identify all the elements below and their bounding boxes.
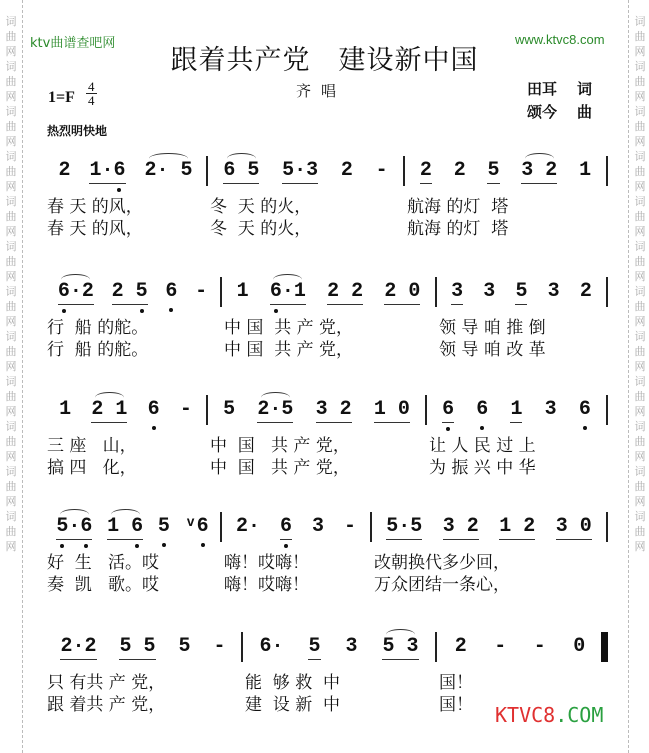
lyric-segment: 领 导 咱 改 革: [439, 340, 546, 360]
note-group: [515, 280, 527, 305]
note-text: 1: [510, 397, 523, 421]
lyric-segment: 建 设 新 中: [245, 695, 341, 715]
note-text: 6·1: [269, 279, 306, 303]
note-group: [534, 635, 546, 659]
note-group: [556, 515, 592, 540]
note-group: [510, 398, 522, 423]
note-text: 2: [340, 159, 353, 182]
lyric-segment: 能 够 救 中: [245, 673, 341, 693]
lyricist-name: 田耳: [527, 80, 558, 98]
score-row: [45, 512, 608, 596]
note-group: [454, 159, 466, 183]
low-octave-dot: [274, 309, 278, 313]
notes-line: [45, 632, 608, 662]
note-text: 6: [165, 280, 178, 303]
note-group: [455, 635, 467, 659]
note-group: [280, 515, 292, 540]
note-group: [420, 159, 432, 184]
note-group: [259, 635, 283, 659]
lyrics-line: [45, 552, 608, 574]
lyric-segment: 万众团结一条心，: [374, 575, 510, 595]
note-group: [344, 515, 356, 539]
note-group: [144, 159, 192, 183]
site-watermark-left: ktv曲谱查吧网: [30, 36, 116, 51]
note-group: [494, 635, 506, 659]
note-text: 5: [157, 515, 170, 538]
note-group: [213, 635, 225, 659]
measure: [437, 277, 608, 307]
note-group: [573, 635, 585, 659]
measure: [45, 277, 222, 307]
tie-arc: [111, 509, 140, 520]
note-text: 3: [451, 279, 464, 303]
tie-arc: [60, 509, 89, 520]
tie-arc: [61, 274, 90, 285]
note-text: 1: [236, 280, 249, 303]
note-group: [580, 280, 592, 304]
note-text: 1 6: [107, 514, 144, 538]
measure: [45, 395, 208, 425]
note-group: [158, 515, 170, 539]
note-text: 6: [476, 398, 489, 421]
lyricist-role: 词: [577, 80, 593, 98]
note-text: 6: [442, 397, 455, 421]
note-text: 3: [547, 280, 560, 303]
low-octave-dot: [135, 544, 139, 548]
low-octave-dot: [140, 309, 144, 313]
note-group: [341, 159, 353, 183]
note-group: [148, 398, 160, 422]
low-octave-dot: [117, 188, 121, 192]
note-text: 2 1: [91, 397, 128, 421]
measure: [208, 395, 427, 425]
note-group: [58, 159, 70, 183]
low-octave-dot: [62, 309, 66, 313]
note-group: [58, 280, 94, 305]
note-text: -: [179, 398, 192, 421]
note-text: 5: [515, 279, 528, 303]
note-group: [237, 280, 249, 304]
note-group: [195, 280, 207, 304]
note-text: 1: [579, 159, 592, 182]
logo-text-red: KTVC8: [495, 703, 556, 727]
note-text: 2 5: [111, 279, 148, 303]
note-group: [345, 635, 357, 659]
note-text: -: [343, 515, 356, 538]
note-group: [308, 635, 320, 660]
measure: [45, 156, 208, 186]
note-text: 5·5: [386, 514, 423, 538]
logo-text-green: .COM: [555, 703, 604, 727]
note-text: 5 5: [119, 634, 156, 658]
lyric-segment: 领 导 咱 推 倒: [439, 318, 546, 338]
measure: [208, 156, 405, 186]
lyric-segment: 行 船 的舵。: [47, 340, 149, 360]
note-group: [236, 515, 260, 539]
low-octave-dot: [84, 544, 88, 548]
low-octave-dot: [284, 544, 288, 548]
note-text: 5: [223, 398, 236, 421]
note-text: 3 2: [315, 397, 352, 421]
note-text: 2: [419, 158, 432, 182]
note-text: 2: [453, 159, 466, 182]
tempo-marking: 热烈明快地: [47, 124, 108, 138]
note-text: 2 2: [327, 279, 364, 303]
tie-arc: [261, 392, 290, 403]
lyric-segment: 中 国 共 产 党，: [224, 318, 354, 338]
note-group: [178, 635, 190, 659]
lyric-segment: 春 天 的风，: [47, 219, 143, 239]
note-text: 1 0: [373, 397, 410, 421]
note-text: 2·5: [257, 397, 294, 421]
lyrics-line: [45, 196, 608, 218]
note-group: [60, 635, 96, 660]
lyric-segment: 航海 的灯 塔: [407, 197, 509, 217]
note-group: [165, 280, 177, 304]
lyric-segment: 跟 着共 产 党，: [47, 695, 166, 715]
lyrics-line: [45, 339, 608, 361]
note-text: 3 2: [521, 158, 558, 182]
note-text: 3: [345, 635, 358, 658]
low-octave-dot: [152, 426, 156, 430]
notes-line: [45, 395, 608, 425]
lyrics-line: [45, 574, 608, 596]
note-group: [579, 159, 591, 183]
measure: [405, 156, 608, 186]
lyric-segment: 中 国 共 产 党，: [210, 458, 350, 478]
lyrics-line: [45, 672, 608, 694]
note-group: [257, 398, 293, 423]
notes-line: [45, 512, 608, 542]
note-text: 5: [308, 634, 321, 658]
lyric-segment: 国！: [439, 673, 473, 693]
lyric-segment: 搞 四 化，: [47, 458, 137, 478]
note-text: 6·2: [57, 279, 94, 303]
tie-arc: [95, 392, 124, 403]
lyric-segment: 冬 天 的火，: [210, 197, 312, 217]
lyric-segment: 奏 凯 歌。哎: [47, 575, 160, 595]
note-group: [223, 398, 235, 422]
song-title: 跟着共产党 建设新中国: [170, 45, 479, 76]
lyric-segment: 嗨！哎嗨！: [224, 553, 309, 573]
note-text: ᵛ6: [184, 515, 209, 538]
lyrics-line: [45, 435, 608, 457]
measure: [372, 512, 608, 542]
low-octave-dot: [201, 543, 205, 547]
composer-role: 曲: [577, 103, 593, 121]
measure: [222, 277, 437, 307]
lyric-segment: 让 人 民 过 上: [429, 436, 536, 456]
note-group: [442, 398, 454, 423]
note-group: [487, 159, 499, 184]
note-group: [521, 159, 557, 184]
tie-arc: [149, 153, 187, 164]
note-group: [180, 398, 192, 422]
note-text: 5·3: [282, 158, 319, 182]
note-text: 1 2: [499, 514, 536, 538]
measure: [222, 512, 372, 542]
note-text: 6: [147, 398, 160, 421]
side-watermark-text: 词曲网词曲网词曲网词曲网词曲网词曲网词曲网词曲网词曲网词曲网词曲网词曲网: [634, 15, 646, 553]
lyric-segment: 国！: [439, 695, 473, 715]
composer-name: 颂今: [527, 103, 558, 121]
note-group: [112, 280, 148, 305]
site-url-watermark: www.ktvc8.com: [515, 32, 605, 47]
note-text: 3 0: [555, 514, 592, 538]
lyrics-line: [45, 317, 608, 339]
note-text: -: [375, 159, 388, 182]
low-octave-dot: [169, 308, 173, 312]
note-text: -: [494, 635, 507, 658]
side-watermark-right: [628, 0, 649, 753]
note-text: 5 3: [382, 634, 419, 658]
note-group: [548, 280, 560, 304]
note-group: [327, 280, 363, 305]
note-group: [56, 515, 92, 540]
time-signature-bottom: 4: [88, 93, 95, 108]
note-group: [499, 515, 535, 540]
tie-arc: [525, 153, 554, 164]
note-group: [382, 635, 418, 660]
lyric-segment: 行 船 的舵。: [47, 318, 149, 338]
note-group: [270, 280, 306, 305]
score-row: [45, 156, 608, 240]
note-text: -: [213, 635, 226, 658]
note-text: 0: [573, 635, 586, 658]
note-group: [316, 398, 352, 423]
note-text: 1: [59, 398, 72, 421]
lyric-segment: 春 天 的风，: [47, 197, 143, 217]
note-group: [282, 159, 318, 184]
notes-line: [45, 277, 608, 307]
note-text: 2·2: [60, 634, 97, 658]
note-group: [545, 398, 557, 422]
measure: [243, 632, 437, 662]
note-group: [384, 280, 420, 305]
low-octave-dot: [583, 426, 587, 430]
note-text: 6: [578, 398, 591, 421]
score-row: [45, 395, 608, 479]
lyric-segment: 中 国 共 产 党，: [224, 340, 354, 360]
lyric-segment: 嗨！哎嗨！: [224, 575, 309, 595]
note-group: [483, 280, 495, 304]
note-text: 6·: [259, 635, 284, 658]
lyric-segment: 冬 天 的火，: [210, 219, 312, 239]
measure: [427, 395, 608, 425]
note-group: [223, 159, 259, 184]
note-text: 5: [178, 635, 191, 658]
note-group: [374, 398, 410, 423]
note-group: [185, 515, 209, 539]
time-signature-top: 4: [88, 79, 95, 94]
lyric-segment: 中 国 共 产 党，: [210, 436, 350, 456]
tie-arc: [386, 629, 415, 640]
note-text: 5: [487, 158, 500, 182]
note-text: 2: [454, 635, 467, 658]
note-text: 5·6: [56, 514, 93, 538]
tie-arc: [227, 153, 256, 164]
note-group: [119, 635, 155, 660]
note-group: [107, 515, 143, 540]
notes-line: [45, 156, 608, 186]
note-text: 6: [279, 514, 292, 538]
note-group: [89, 159, 125, 184]
note-group: [386, 515, 422, 540]
note-text: 2: [58, 159, 71, 182]
tie-arc: [273, 274, 302, 285]
lyrics-line: [45, 218, 608, 240]
note-text: 3: [483, 280, 496, 303]
lyric-segment: 航海 的灯 塔: [407, 219, 509, 239]
lyric-segment: 好 生 活。哎: [47, 553, 160, 573]
note-text: 2 0: [384, 279, 421, 303]
note-text: 2·: [235, 515, 260, 538]
note-group: [312, 515, 324, 539]
note-group: [476, 398, 488, 422]
note-text: 2: [579, 280, 592, 303]
note-group: [59, 398, 71, 422]
note-text: 2· 5: [144, 159, 193, 182]
credits: [527, 78, 592, 124]
measure: [45, 512, 222, 542]
measure: [437, 632, 608, 662]
low-octave-dot: [480, 426, 484, 430]
lyric-segment: 为 振 兴 中 华: [429, 458, 536, 478]
note-text: -: [195, 280, 208, 303]
note-group: [376, 159, 388, 183]
note-text: 3 2: [442, 514, 479, 538]
note-group: [443, 515, 479, 540]
note-text: 3: [311, 515, 324, 538]
note-text: 3: [544, 398, 557, 421]
key-signature: 1=F: [48, 89, 75, 106]
lyric-segment: 改朝换代多少回，: [374, 553, 510, 573]
note-group: [579, 398, 591, 422]
note-group: [451, 280, 463, 305]
note-text: -: [533, 635, 546, 658]
low-octave-dot: [60, 544, 64, 548]
side-watermark-text: 词曲网词曲网词曲网词曲网词曲网词曲网词曲网词曲网词曲网词曲网词曲网词曲网: [5, 15, 17, 553]
side-watermark-left: [0, 0, 23, 753]
note-text: 6 5: [223, 158, 260, 182]
note-group: [91, 398, 127, 423]
lyrics-line: [45, 457, 608, 479]
lyric-segment: 三 座 山，: [47, 436, 137, 456]
time-signature: [86, 80, 97, 107]
performance-style: 齐唱: [296, 82, 347, 100]
low-octave-dot: [162, 543, 166, 547]
lyric-segment: 只 有共 产 党，: [47, 673, 166, 693]
low-octave-dot: [446, 427, 450, 431]
measure: [45, 632, 243, 662]
score-row: [45, 277, 608, 361]
ktvc8-logo: [495, 703, 603, 727]
note-text: 1·6: [89, 158, 126, 182]
